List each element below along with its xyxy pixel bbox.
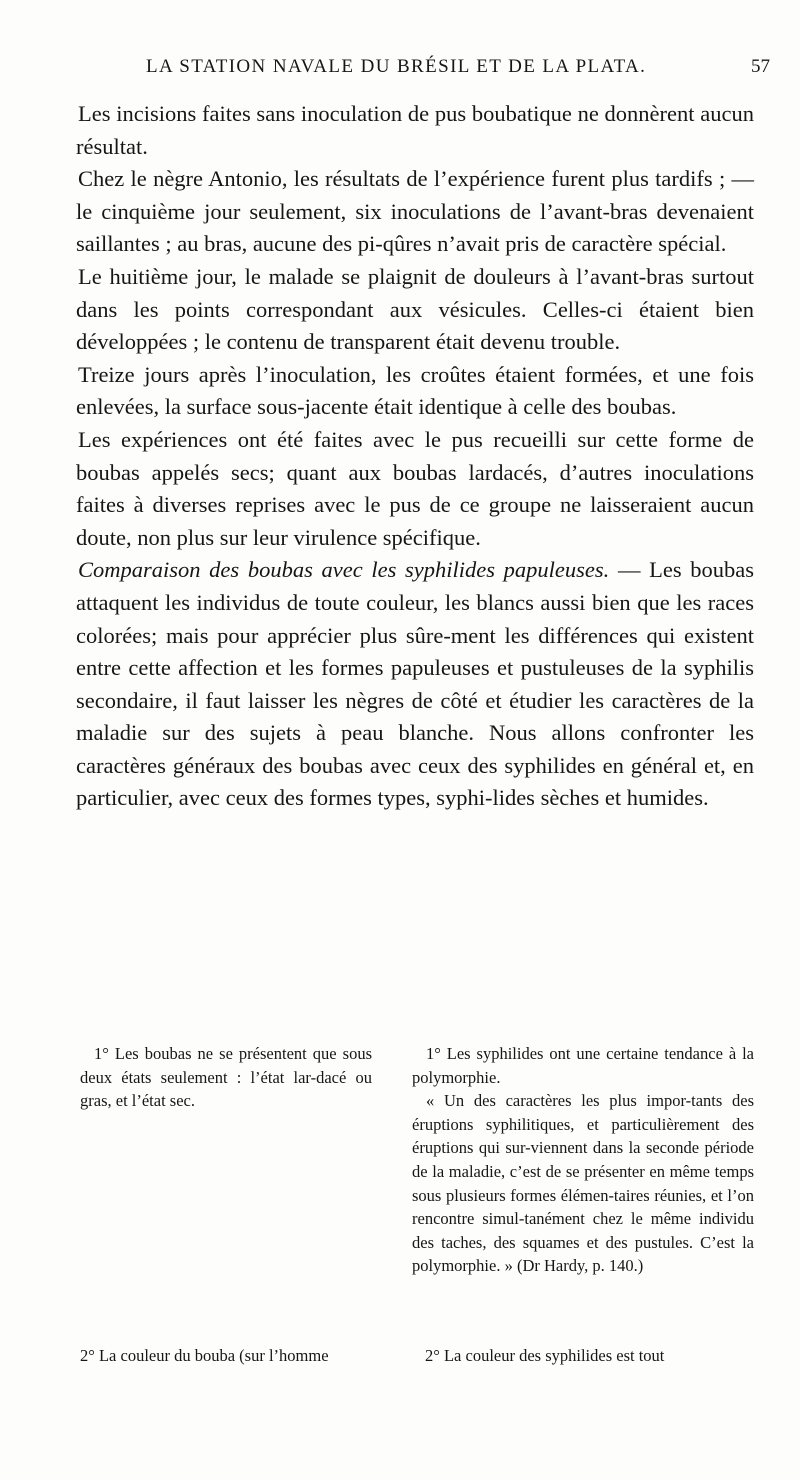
note-quotation: « Un des caractères les plus impor-tants des éruptions syphilitiques, et particulièrement des éruptions qui sur-viennent dans la seconde période de la maladie, c’est de se présenter en même temps sous plusieurs formes élémen-taires réunies, et l’on rencontre simul-tanément chez le même individu des taches, des squames et des pustules. C’est la polymorphie. » (Dr Hardy, p. 140.) (412, 1091, 754, 1276)
section-heading: Comparaison des boubas avec les syphilides papuleuses. (78, 557, 610, 583)
paragraph: Les expériences ont été faites avec le pus recueilli sur cette forme de boubas appelés secs; quant aux boubas lardacés, d’autres inoculations faites à diverses reprises avec le pus de ce groupe ne laisseraient aucun doute, non plus sur leur virulence spécifique. (76, 426, 754, 550)
running-title: LA STATION NAVALE DU BRÉSIL ET DE LA PLATA. (146, 56, 647, 77)
section-paragraph (76, 554, 754, 815)
main-text (76, 98, 754, 815)
note-item: 1° Les boubas ne se présentent que sous deux états seulement : l’état lar-dacé ou gras, et l’état sec. (80, 1044, 372, 1111)
paragraph: Chez le nègre Antonio, les résultats de l’expérience furent plus tardifs ; — le cinquième jour seulement, six inoculations de l’avant-bras devenaient saillantes ; au bras, aucune des pi-qûres n’avait pris de caractère spécial. (76, 166, 754, 257)
running-head (60, 56, 770, 86)
section-text: — Les boubas attaquent les individus de toute couleur, les blancs aussi bien que les races colorées; mais pour apprécier plus sûre-ment les différences qui existent entre cette affection et les formes papuleuses et pustuleuses de la syphilis secondaire, il faut laisser les nègres de côté et étudier les caractères de la maladie sur des sujets à peau blanche. Nous allons confronter les caractères généraux des boubas avec ceux des syphilides en général et, en particulier, avec ceux des formes types, syphi-lides sèches et humides. (76, 557, 754, 811)
notes-right-column (412, 1042, 754, 1382)
note-item: 1° Les syphilides ont une certaine tendance à la polymorphie. (412, 1044, 754, 1087)
paragraph: Treize jours après l’inoculation, les croûtes étaient formées, et une fois enlevées, la surface sous-jacente était identique à celle des boubas. (76, 361, 754, 420)
notes-left-column (80, 1042, 372, 1382)
page-number: 57 (751, 56, 770, 77)
paragraph: Le huitième jour, le malade se plaignit de douleurs à l’avant-bras surtout dans les points correspondant aux vésicules. Celles-ci étaient bien développées ; le contenu de transparent était devenu trouble. (76, 263, 754, 355)
note-continuation-right: 2° La couleur des syphilides est tout (425, 1346, 665, 1365)
note-continuation-left: 2° La couleur du bouba (sur l’homme (80, 1346, 329, 1365)
paragraph: Les incisions faites sans inoculation de pus boubatique ne donnèrent aucun résultat. (76, 101, 754, 159)
